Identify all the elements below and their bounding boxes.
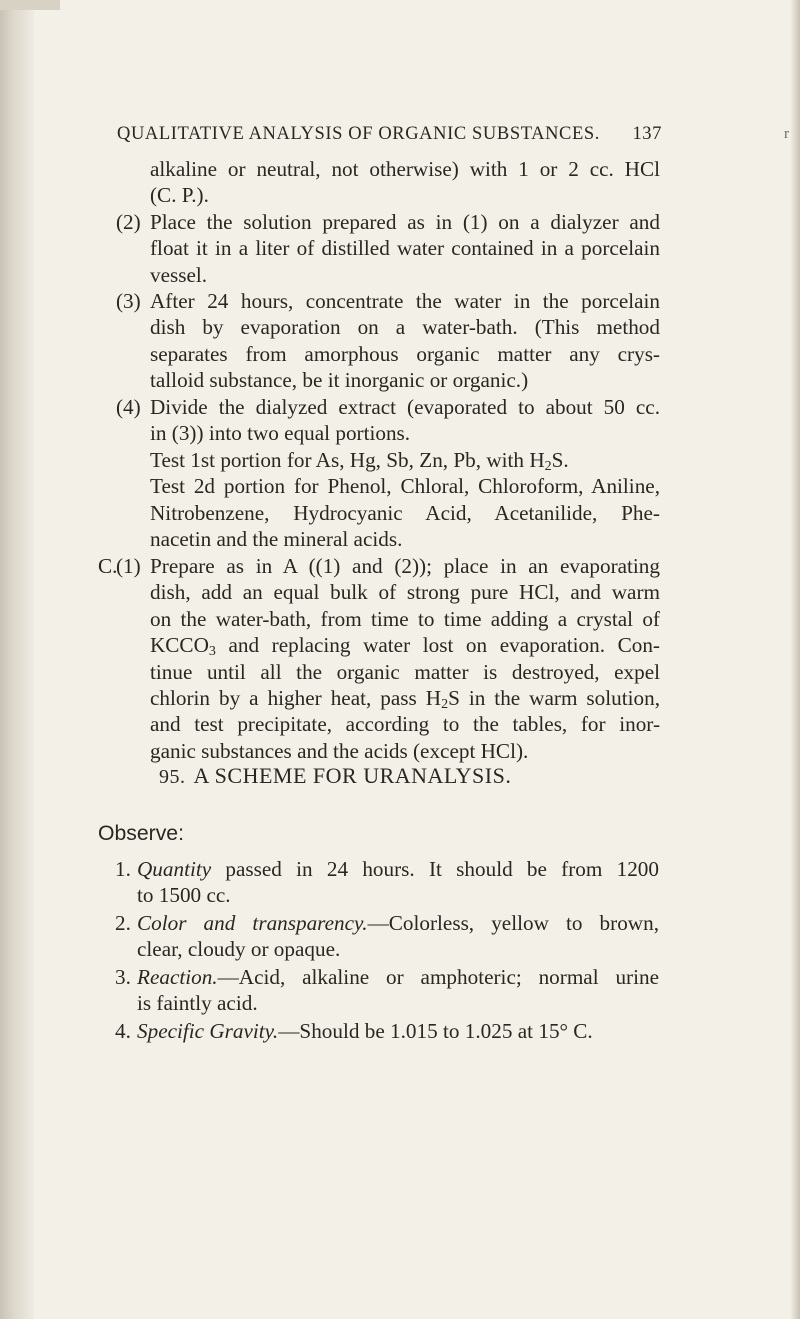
item-4: 4. Specific Gravity.—Should be 1.015 to 1.025 at 15° C.	[115, 1019, 593, 1043]
step-c-paragraph: C. (1) Prepare as in A ((1) and (2)); place in an evaporating dish, add an equal bulk of strong pure HCl, and warm on the water-bath, from time to time adding a crystal of $KCCO_3$ and replacing water lost on evaporation. Con- tinue until all the organic matter is destroyed, expel chlorin by a higher heat, pass $H_2S$ in the warm solution, and test precipitate, according to the tables, for inor- ganic substances and the acids (except HCl).	[98, 554, 660, 763]
margin-mark: r	[784, 126, 789, 142]
page-number: 137	[632, 124, 662, 144]
page-left-edge	[0, 0, 34, 1319]
page-top-shadow	[0, 0, 60, 10]
step-c-letter: C.	[98, 554, 118, 578]
observe-label: Observe:	[98, 822, 184, 845]
item-2: 2. Color and transparency.—Colorless, yellow to brown, clear, cloudy or opaque.	[115, 911, 659, 962]
step-3-paragraph: (3) After 24 hours, concentrate the water in the porcelain dish by evaporation on a water-bath. (This method separates from amorphous organic matter any crys- talloid substance, be it inorganic or organic.)	[116, 289, 660, 393]
item-1: 1. Quantity passed in 24 hours. It should be from 1200 to 1500 cc.	[115, 857, 659, 908]
step-4-paragraph: (4) Divide the dialyzed extract (evaporated to about 50 cc. in (3)) into two equal portions. Test 1st portion for As, Hg, Sb, Zn, Pb, with $H_2S$. Test 2d portion for Phenol, Chloral, Chloroform, Aniline, Nitrobenzene, Hydrocyanic Acid, Acetanilide, Phe- nacetin and the mineral acids.	[116, 395, 660, 551]
step-c-label: (1)	[116, 554, 141, 578]
running-head-title: QUALITATIVE ANALYSIS OF ORGANIC SUBSTANCES.	[117, 124, 600, 144]
test-first-portion: Test 1st portion for As, Hg, Sb, Zn, Pb, with $H_2S$.	[150, 447, 569, 474]
running-head	[117, 124, 662, 145]
step-3-label: (3)	[116, 289, 141, 313]
kcco3-line: $KCCO_3$ and replacing water lost on evaporation. Con-	[150, 633, 660, 660]
section-number: 95.	[159, 766, 186, 788]
step-4-label: (4)	[116, 395, 141, 419]
continuation-paragraph: alkaline or neutral, not otherwise) with 1 or 2 cc. HCl (C. P.).	[150, 157, 660, 208]
section-heading	[159, 763, 511, 789]
page-right-edge	[790, 0, 800, 1319]
h2s-line: chlorin by a higher heat, pass $H_2S$ in the warm solution,	[150, 685, 660, 712]
step-2-paragraph: (2) Place the solution prepared as in (1) on a dialyzer and float it in a liter of distilled water contained in a porcelain vessel.	[116, 210, 660, 287]
step-2-label: (2)	[116, 210, 141, 234]
item-3: 3. Reaction.—Acid, alkaline or amphoteric; normal urine is faintly acid.	[115, 965, 659, 1016]
section-title: A SCHEME FOR URANALYSIS.	[193, 763, 512, 788]
